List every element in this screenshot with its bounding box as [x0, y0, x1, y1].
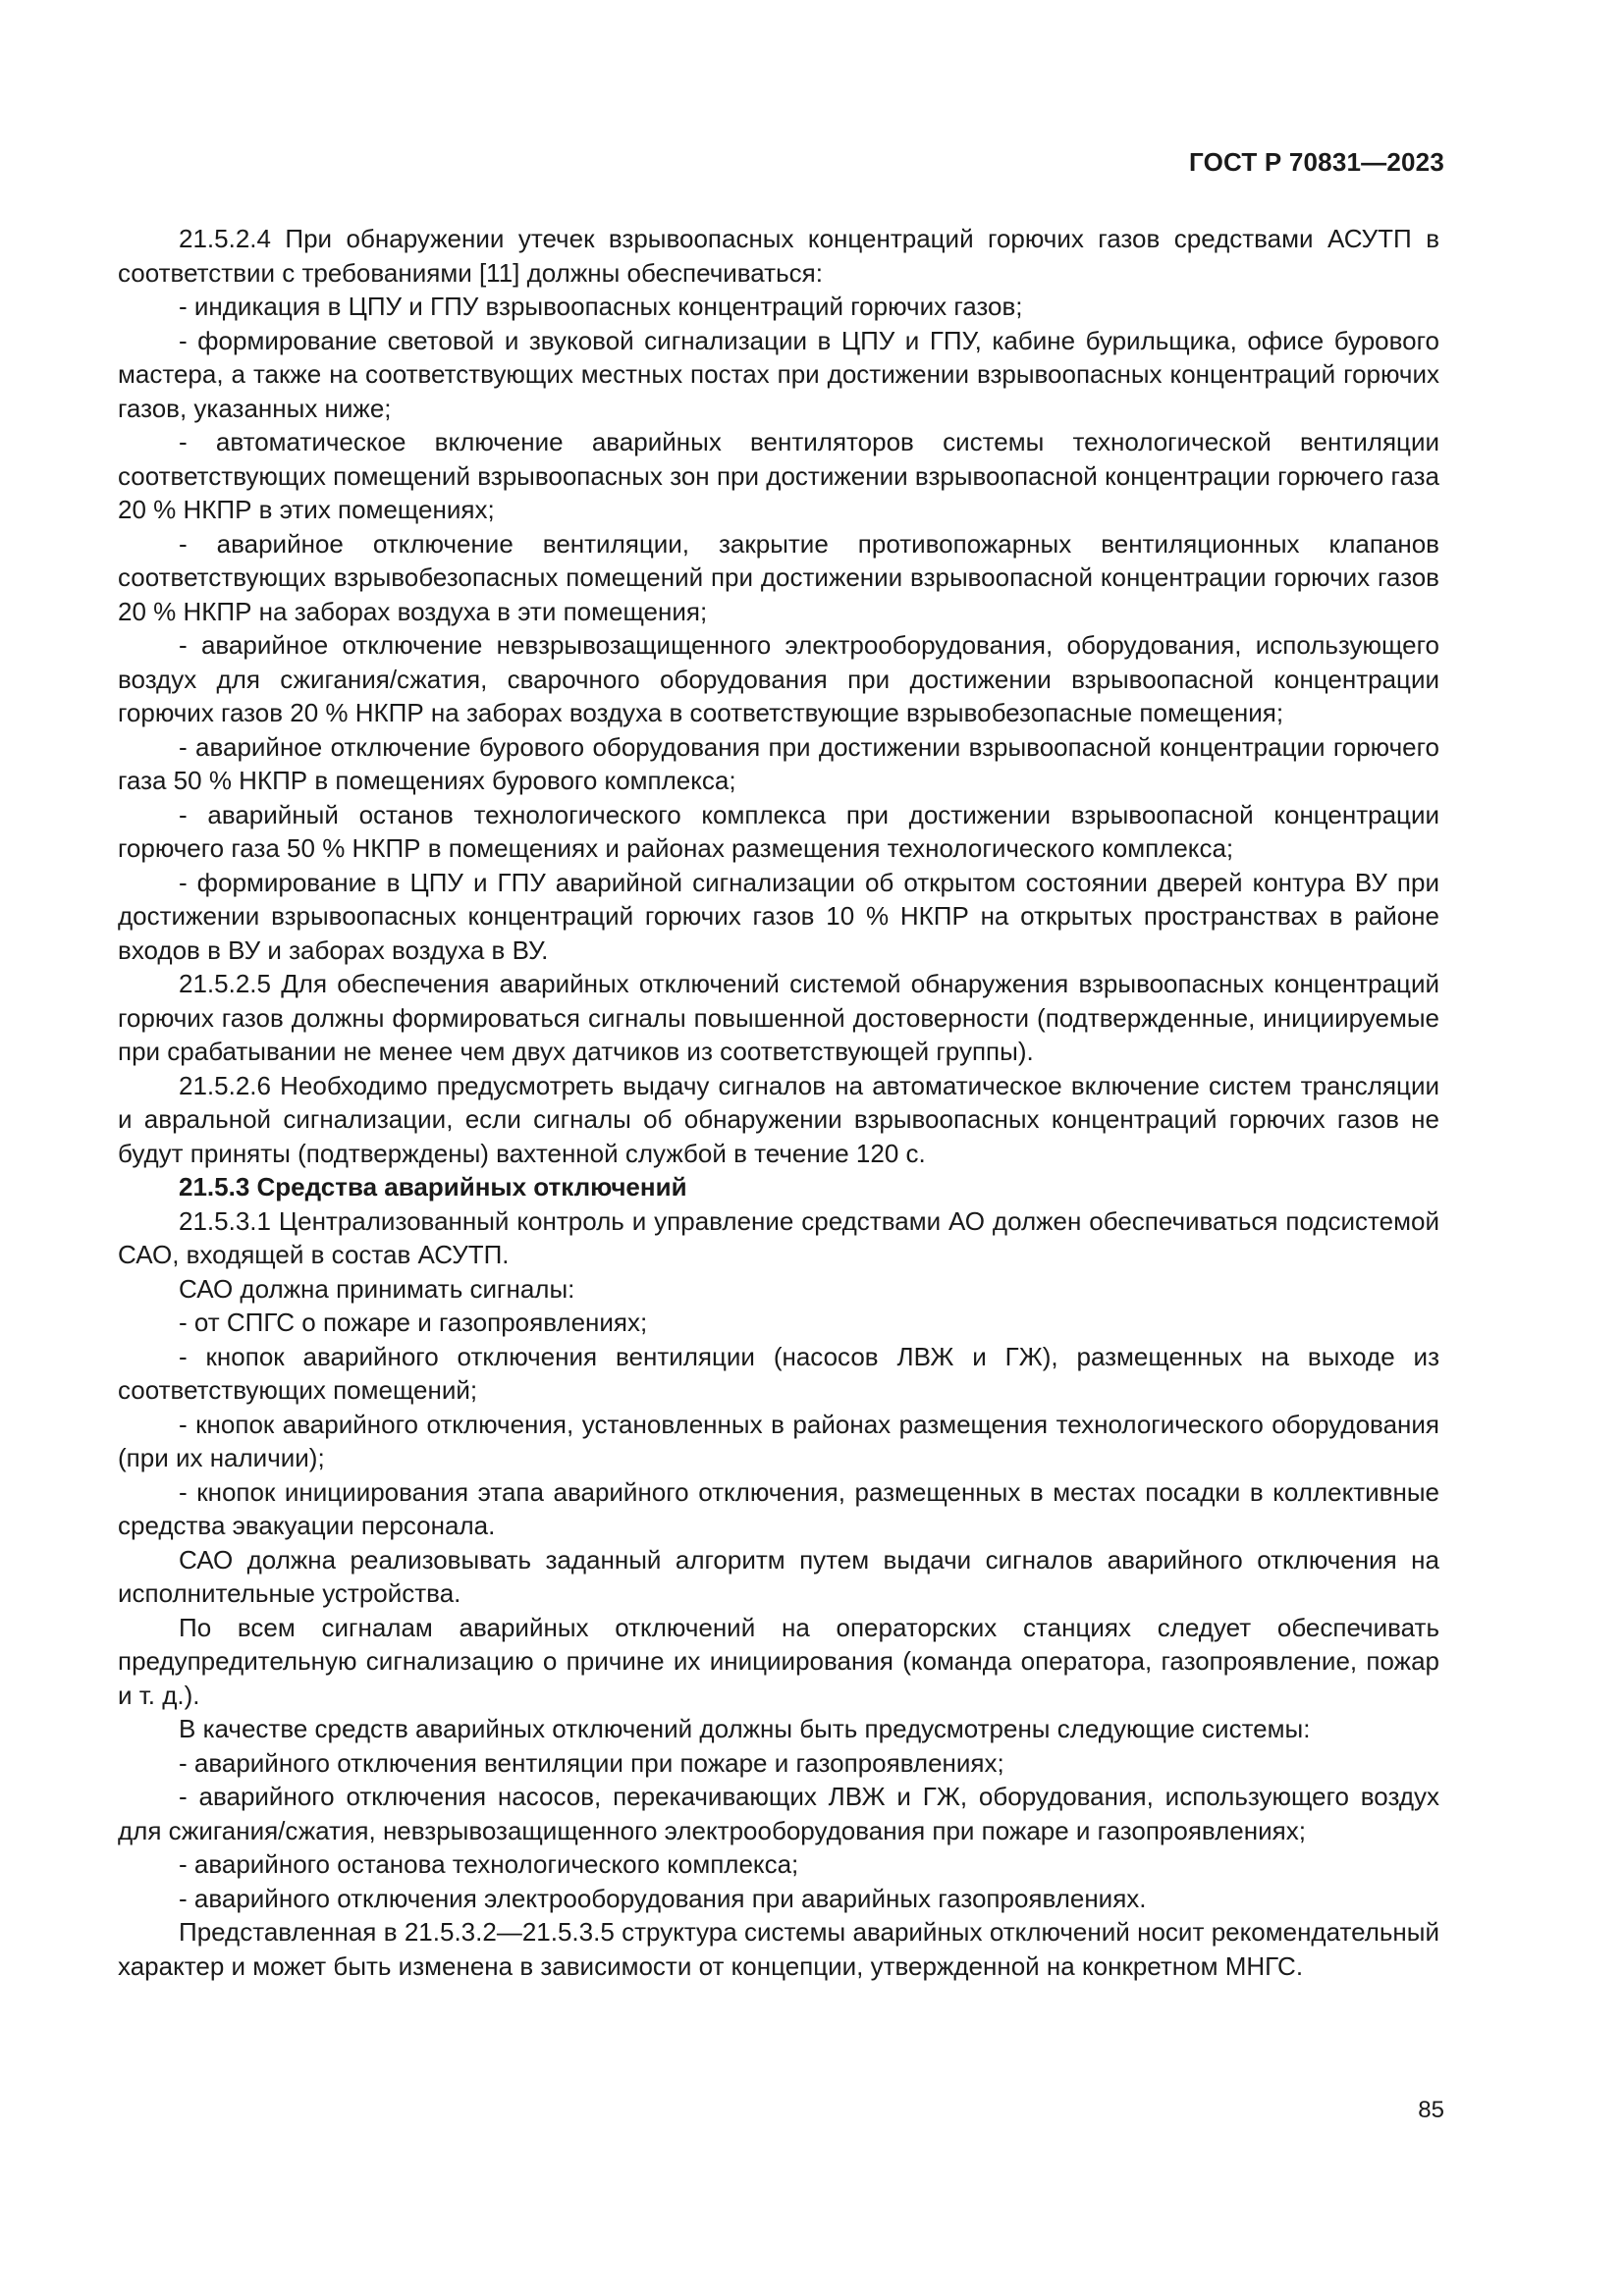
paragraph-21-5-2-6: 21.5.2.6 Необходимо предусмотреть выдачу сигналов на автоматическое включение систем трансляции и авральной сигнализации, если сигналы об обнаружении взрывоопасных концентраций горючих газов не будут приняты (подтверждены) вахтенной службой в течение 120 с. — [118, 1070, 1439, 1168]
list-item: - аварийного отключения вентиляции при пожаре и газопроявлениях; — [179, 1747, 1004, 1778]
paragraph-21-5-3-1: 21.5.3.1 Централизованный контроль и управление средствами АО должен обеспечиваться подсистемой САО, входящей в состав АСУТП. — [118, 1205, 1439, 1269]
list-item: - аварийное отключение невзрывозащищенного электрооборудования, оборудования, использующего воздух для сжигания/сжатия, сварочного оборудования при достижении взрывоопасной концентрации горючих газов 20 % НКПР на заборах воздуха в соответствующие взрывобезопасные помещения; — [118, 630, 1439, 727]
paragraph: САО должна реализовывать заданный алгоритм путем выдачи сигналов аварийного отключения на исполнительные устройства. — [118, 1544, 1439, 1608]
paragraph-21-5-2-4: 21.5.2.4 При обнаружении утечек взрывоопасных концентраций горючих газов средствами АСУТП в соответствии с требованиями [11] должны обеспечиваться: — [118, 224, 1439, 288]
document-body — [118, 222, 1439, 1983]
list-item: - кнопок аварийного отключения, установленных в районах размещения технологического оборудования (при их наличии); — [118, 1409, 1439, 1472]
list-item: - аварийного останова технологического комплекса; — [179, 1849, 799, 1879]
paragraph-21-5-2-5: 21.5.2.5 Для обеспечения аварийных отключений системой обнаружения взрывоопасных концентраций горючих газов должны формироваться сигналы повышенной достоверности (подтвержденные, инициируемые при срабатывании не менее чем двух датчиков из соответствующей группы). — [118, 969, 1439, 1066]
document-header: ГОСТ Р 70831—2023 — [1189, 147, 1444, 177]
list-item: - кнопок инициирования этапа аварийного отключения, размещенных в местах посадки в коллективные средства эвакуации персонала. — [118, 1476, 1439, 1540]
paragraph: По всем сигналам аварийных отключений на операторских станциях следует обеспечивать предупредительную сигнализацию о причине их инициирования (команда оператора, газопроявление, пожар и т. д.). — [118, 1612, 1439, 1710]
list-item: - аварийный останов технологического комплекса при достижении взрывоопасной концентрации горючего газа 50 % НКПР в помещениях и районах размещения технологического комплекса; — [118, 799, 1439, 863]
list-item: - кнопок аварийного отключения вентиляции (насосов ЛВЖ и ГЖ), размещенных на выходе из соответствующих помещений; — [118, 1341, 1439, 1405]
list-item: - от СПГС о пожаре и газопроявлениях; — [179, 1308, 648, 1337]
paragraph: САО должна принимать сигналы: — [179, 1273, 575, 1304]
list-item: - аварийное отключение бурового оборудования при достижении взрывоопасной концентрации горючего газа 50 % НКПР в помещениях бурового комплекса; — [118, 731, 1439, 795]
paragraph: В качестве средств аварийных отключений должны быть предусмотрены следующие системы: — [179, 1714, 1311, 1743]
list-item: - формирование световой и звуковой сигнализации в ЦПУ и ГПУ, кабине бурильщика, офисе бурового мастера, а также на соответствующих местных постах при достижении взрывоопасных концентраций горючих газов, указанных ниже; — [118, 325, 1439, 423]
list-item: - автоматическое включение аварийных вентиляторов системы технологической вентиляции соответствующих помещений взрывоопасных зон при достижении взрывоопасной концентрации горючего газа 20 % НКПР в этих помещениях; — [118, 427, 1439, 524]
list-item: - аварийного отключения электрооборудования при аварийных газопроявлениях. — [179, 1883, 1147, 1913]
list-item: - аварийного отключения насосов, перекачивающих ЛВЖ и ГЖ, оборудования, использующего воздух для сжигания/сжатия, невзрывозащищенного электрооборудования при пожаре и газопроявлениях; — [118, 1782, 1439, 1845]
list-item: - аварийное отключение вентиляции, закрытие противопожарных вентиляционных клапанов соответствующих взрывобезопасных помещений при достижении взрывоопасной концентрации горючих газов 20 % НКПР на заборах воздуха в эти помещения; — [118, 528, 1439, 626]
paragraph: Представленная в 21.5.3.2—21.5.3.5 структура системы аварийных отключений носит рекомендательный характер и может быть изменена в зависимости от концепции, утвержденной на конкретном МНГС. — [118, 1917, 1439, 1981]
list-item: - индикация в ЦПУ и ГПУ взрывоопасных концентраций горючих газов; — [179, 292, 1023, 321]
section-heading-21-5-3: 21.5.3 Средства аварийных отключений — [179, 1172, 687, 1201]
list-item: - формирование в ЦПУ и ГПУ аварийной сигнализации об открытом состоянии дверей контура ВУ при достижении взрывоопасных концентраций горючих газов 10 % НКПР на открытых пространствах в районе входов в ВУ и заборах воздуха в ВУ. — [118, 867, 1439, 965]
page-number: 85 — [1418, 2097, 1444, 2123]
